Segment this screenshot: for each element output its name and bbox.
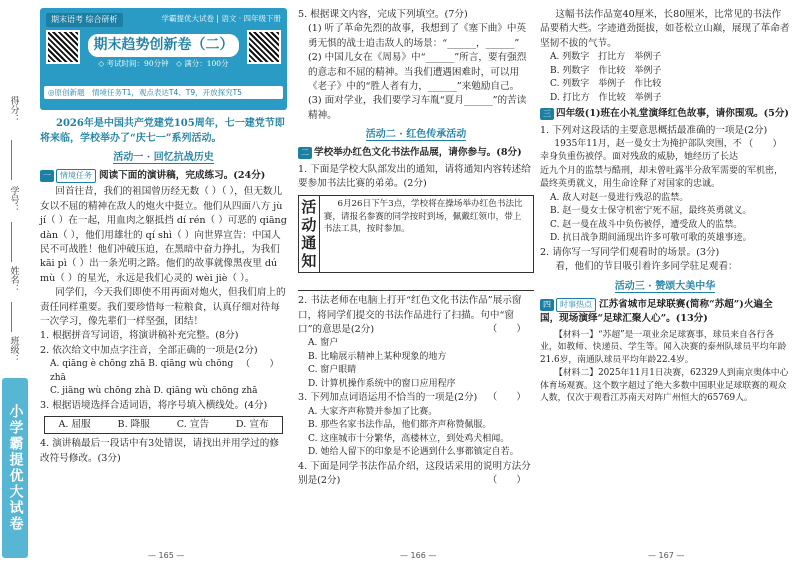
question-2: 2. 书法老师在电脑上打开“红色文化书法作品”展示窗口，将同学们提交的书法作品进行了扫描。句中“窗口”的意思是(2分) （ ） [298,294,534,337]
option: C. jiāng wù chōng zhà D. qiāng wù chōng zhā [50,386,258,397]
question-header: 一 情境任务 阅读下面的演讲稿，完成练习。(24分) [40,169,287,183]
qr-code-icon [46,30,80,64]
student-id-label: 学号： [8,186,19,213]
material-1: 【材料一】“苏超”是一项业余足球赛事，球员来自各行各业，如教师、快递员、学生等。闻入决赛的泰州队球员平均年龄21.6岁，南通队球员平均年龄22.4岁。 [540,329,787,366]
option: D. 打比方 作比较 举例子 [550,92,662,103]
question-header: 四 时事热点 江苏省城市足球联赛(简称“苏超”)火遍全国，现场演绎“足球汇聚人心”。(13分) [540,298,773,325]
section-number: 二 [298,147,312,159]
section-number: 三 [540,108,554,120]
question-3: 3. 下列加点词语运用不恰当的一项是(2分) （ ） [298,391,534,405]
page-number: — 165 — [148,551,185,560]
question-4: 4. 演讲稿最后一段话中有3处错误，请找出并用学过的修改符号修改。(3分) [40,438,279,464]
class-label: 班级： [8,336,19,363]
option: C. 窗户眼睛 [308,365,357,376]
speech-paragraph: 同学们，今天我们即使不用再面对炮火，但我们肩上的责任同样重要。我们要珍惜每一粒粮食，认真仔细对待每一次学习，像先辈们一样坚强，团结！ [40,287,286,327]
original-question-strip: ◎原创新题 情境任务T1，观点表达T4、T9，开放探究T5 [44,86,283,99]
page-number: — 167 — [648,551,685,560]
exam-meta: ◇ 考试时间：90分钟 ◇ 满分：100分 [98,59,229,68]
page-166 [298,8,534,489]
section-number: 四 [540,299,554,311]
answer-line[interactable] [298,277,534,291]
answer-prompt[interactable]: 看，他们的节目吸引着许多同学驻足观看： [555,261,738,273]
option: B. 比喻展示精神上某种现象的地方 [308,351,447,362]
answer-box[interactable]: （ ） [743,138,782,150]
binding-margin [0,0,30,566]
choice: D. 宣布 [235,418,269,430]
option: D. 她给人留下的印象是不论遇到什么事都镇定自若。 [308,447,519,458]
option: B. 列数字 作比较 举例子 [550,65,662,76]
answer-box[interactable]: （ ） [487,475,526,487]
option: A. qiāng è chōng zhā B. qiāng wù chōng zhā [50,359,234,383]
fill-blank[interactable]: (2) 中国儿女在《周易》中“______”所言，要有强烈的意志和不屈的精神。当我们遭遇困难时，可以用《老子》中的“胜人者有力，______”来勉励自己。 [308,52,527,92]
question-2: 2. 依次给文中加点字注音，全部正确的一项是(2分) （ ） [40,344,287,358]
story-text: 1935年11月，赵一曼女士为掩护部队突围，不幸身负重伤被俘。面对残敌的威胁，她经历了长达近九个月的监禁与酷刑，却未曾吐露半分敌军需要的军机密，最终英勇就义，用生命诠释了对国家的忠诚。 [540,138,784,190]
exam-header [40,8,287,110]
page-167 [540,8,790,405]
option: D. 计算机操作系统中的窗口应用程序 [308,378,456,389]
hot-topic-tag: 时事热点 [556,298,596,312]
student-id-line [11,222,12,262]
question-3: 3. 根据语境选择合适词语，将序号填入横线处。(4分) [40,399,268,411]
scenario-tag: 情境任务 [56,169,96,183]
option: A. 敌人对赵一曼进行残忍的监禁。 [550,192,689,203]
option: A. 大家齐声称赞并参加了比赛。 [308,406,438,417]
question-1: 1. 根据拼音写词语，将演讲稿补充完整。(8分) [40,330,239,342]
intro-text: 2026年是中国共产党建党105周年，七一建党节即将来临，学校举办了“庆七一”系列活动。 [40,118,285,144]
answer-box[interactable]: （ ） [240,359,279,371]
page-number: — 166 — [400,551,437,560]
notice-box [298,195,534,273]
option: C. 这座城市十分繁华，高楼林立，到处鸡犬相闻。 [308,433,510,444]
option: B. 那些名家书法作品，他们都齐声称赞佩服。 [308,420,492,431]
name-label: 姓名： [8,266,19,293]
option: C. 赵一曼在战斗中负伤被俘，遭受敌人的监禁。 [550,219,743,230]
option: B. 赵一曼女士保守机密宁死不屈，最终英勇就义。 [550,206,752,217]
choice: C. 宣告 [176,418,210,430]
qr-code-icon [247,30,281,64]
option: A. 窗户 [308,338,339,349]
name-line [11,302,12,332]
option: A. 列数字 打比方 举例子 [550,52,662,63]
question-5: 5. 根据课文内容，完成下列填空。(7分) [298,9,468,20]
option: C. 列数字 举例子 作比较 [550,79,662,90]
section-number: 一 [40,170,54,182]
page-title: 期末趋势创新卷（二） [88,34,239,57]
choice: B. 降服 [117,418,150,430]
question-4: 4. 下面是同学书法作品介绍，这段话采用的说明方法分别是(2分) （ ） [298,460,534,489]
answer-box[interactable]: （ ） [487,392,526,404]
score-line [11,140,12,180]
page-165 [40,8,287,466]
material-2: 【材料二】2025年11月1日决赛，62329人到南京奥体中心体育场观赛。这个数字超过了绝大多数中国职业足球联赛的观众人数，仅次于观看江苏南天对阵广州恒大的65769人。 [540,367,789,404]
fill-blank[interactable]: (1) 听了革命先烈的故事，我想到了《塞下曲》中英勇无惧的战士追击敌人的场景：“______，______” [308,23,527,49]
question-1: 1. 下列对这段话的主要意思概括最准确的一项是(2分) （ ） [540,124,790,138]
question-header: 三 四年级(1)班在小礼堂演绎红色故事，请你围观。(5分) [540,107,790,121]
activity-title: 活动二 · 红色传承活动 [365,129,467,141]
question-header: 二 学校举办红色文化书法作品展，请你参与。(8分) [298,146,534,160]
answer-box[interactable]: （ ） [487,324,526,336]
notice-body: 6月26日下午3点，学校将在操场举办红色书法比赛，请报名参赛的同学按时到场，佩戴红领巾，带上书法工具，按时参加。 [323,199,523,235]
description-text: 这幅书法作品宽40厘米，长80厘米，比常见的书法作品要稍大些。字迹遒劲挺拔，如苍松立山巅，展现了革命者坚韧不拔的气节。 [540,9,790,49]
activity-title: 活动一 · 回忆抗战历史 [113,152,214,163]
question-1: 1. 下面是学校大队部发出的通知，请将通知内容转述给要参加书法比赛的弟弟。(2分) [298,163,531,189]
activity-title: 活动三 · 赞颂大美中华 [614,280,716,292]
choice: A. 屈服 [58,418,91,430]
word-choices [44,416,283,434]
question-2: 2. 请你写一写同学们观看时的场景。(3分) [540,246,720,258]
brand-logo: 小学霸提优大试卷 [2,378,28,558]
score-label: 得分： [8,96,19,123]
option: D. 抗日战争期间涌现出许多可敬可歌的英雄事迹。 [550,233,752,244]
notice-title: 活动通知 [299,196,320,272]
series-label: 学霸提优大试卷 | 语文 · 四年级下册 [161,14,281,23]
exam-tabs: 期末语考 综合研析 [46,13,123,27]
fill-blank[interactable]: (3) 面对学业，我们要学习车胤“夏月______”的苦读精神。 [308,95,527,121]
speech-paragraph: 回首往昔，我们的祖国曾历经无数（ ）（ ），但无数儿女以不屈的精神在敌人的炮火中挺立。他们从四面八方 jù jí（ ）在一起，用血肉之躯抵挡 dí rén（ ）可恶的 qiāng dàn（ ），他们用雄壮的 qí shì（ ）向世界宣告：中国人民不可战胜！他们冲破压迫，在黑暗中奋力挣扎，为我们 kāi pì（ ）出一条光明之路。他们的故事就像黑夜里 dú mù（ ）的星光，永远是我们心灵的 wèi jiè（ ）。 [40,186,287,284]
